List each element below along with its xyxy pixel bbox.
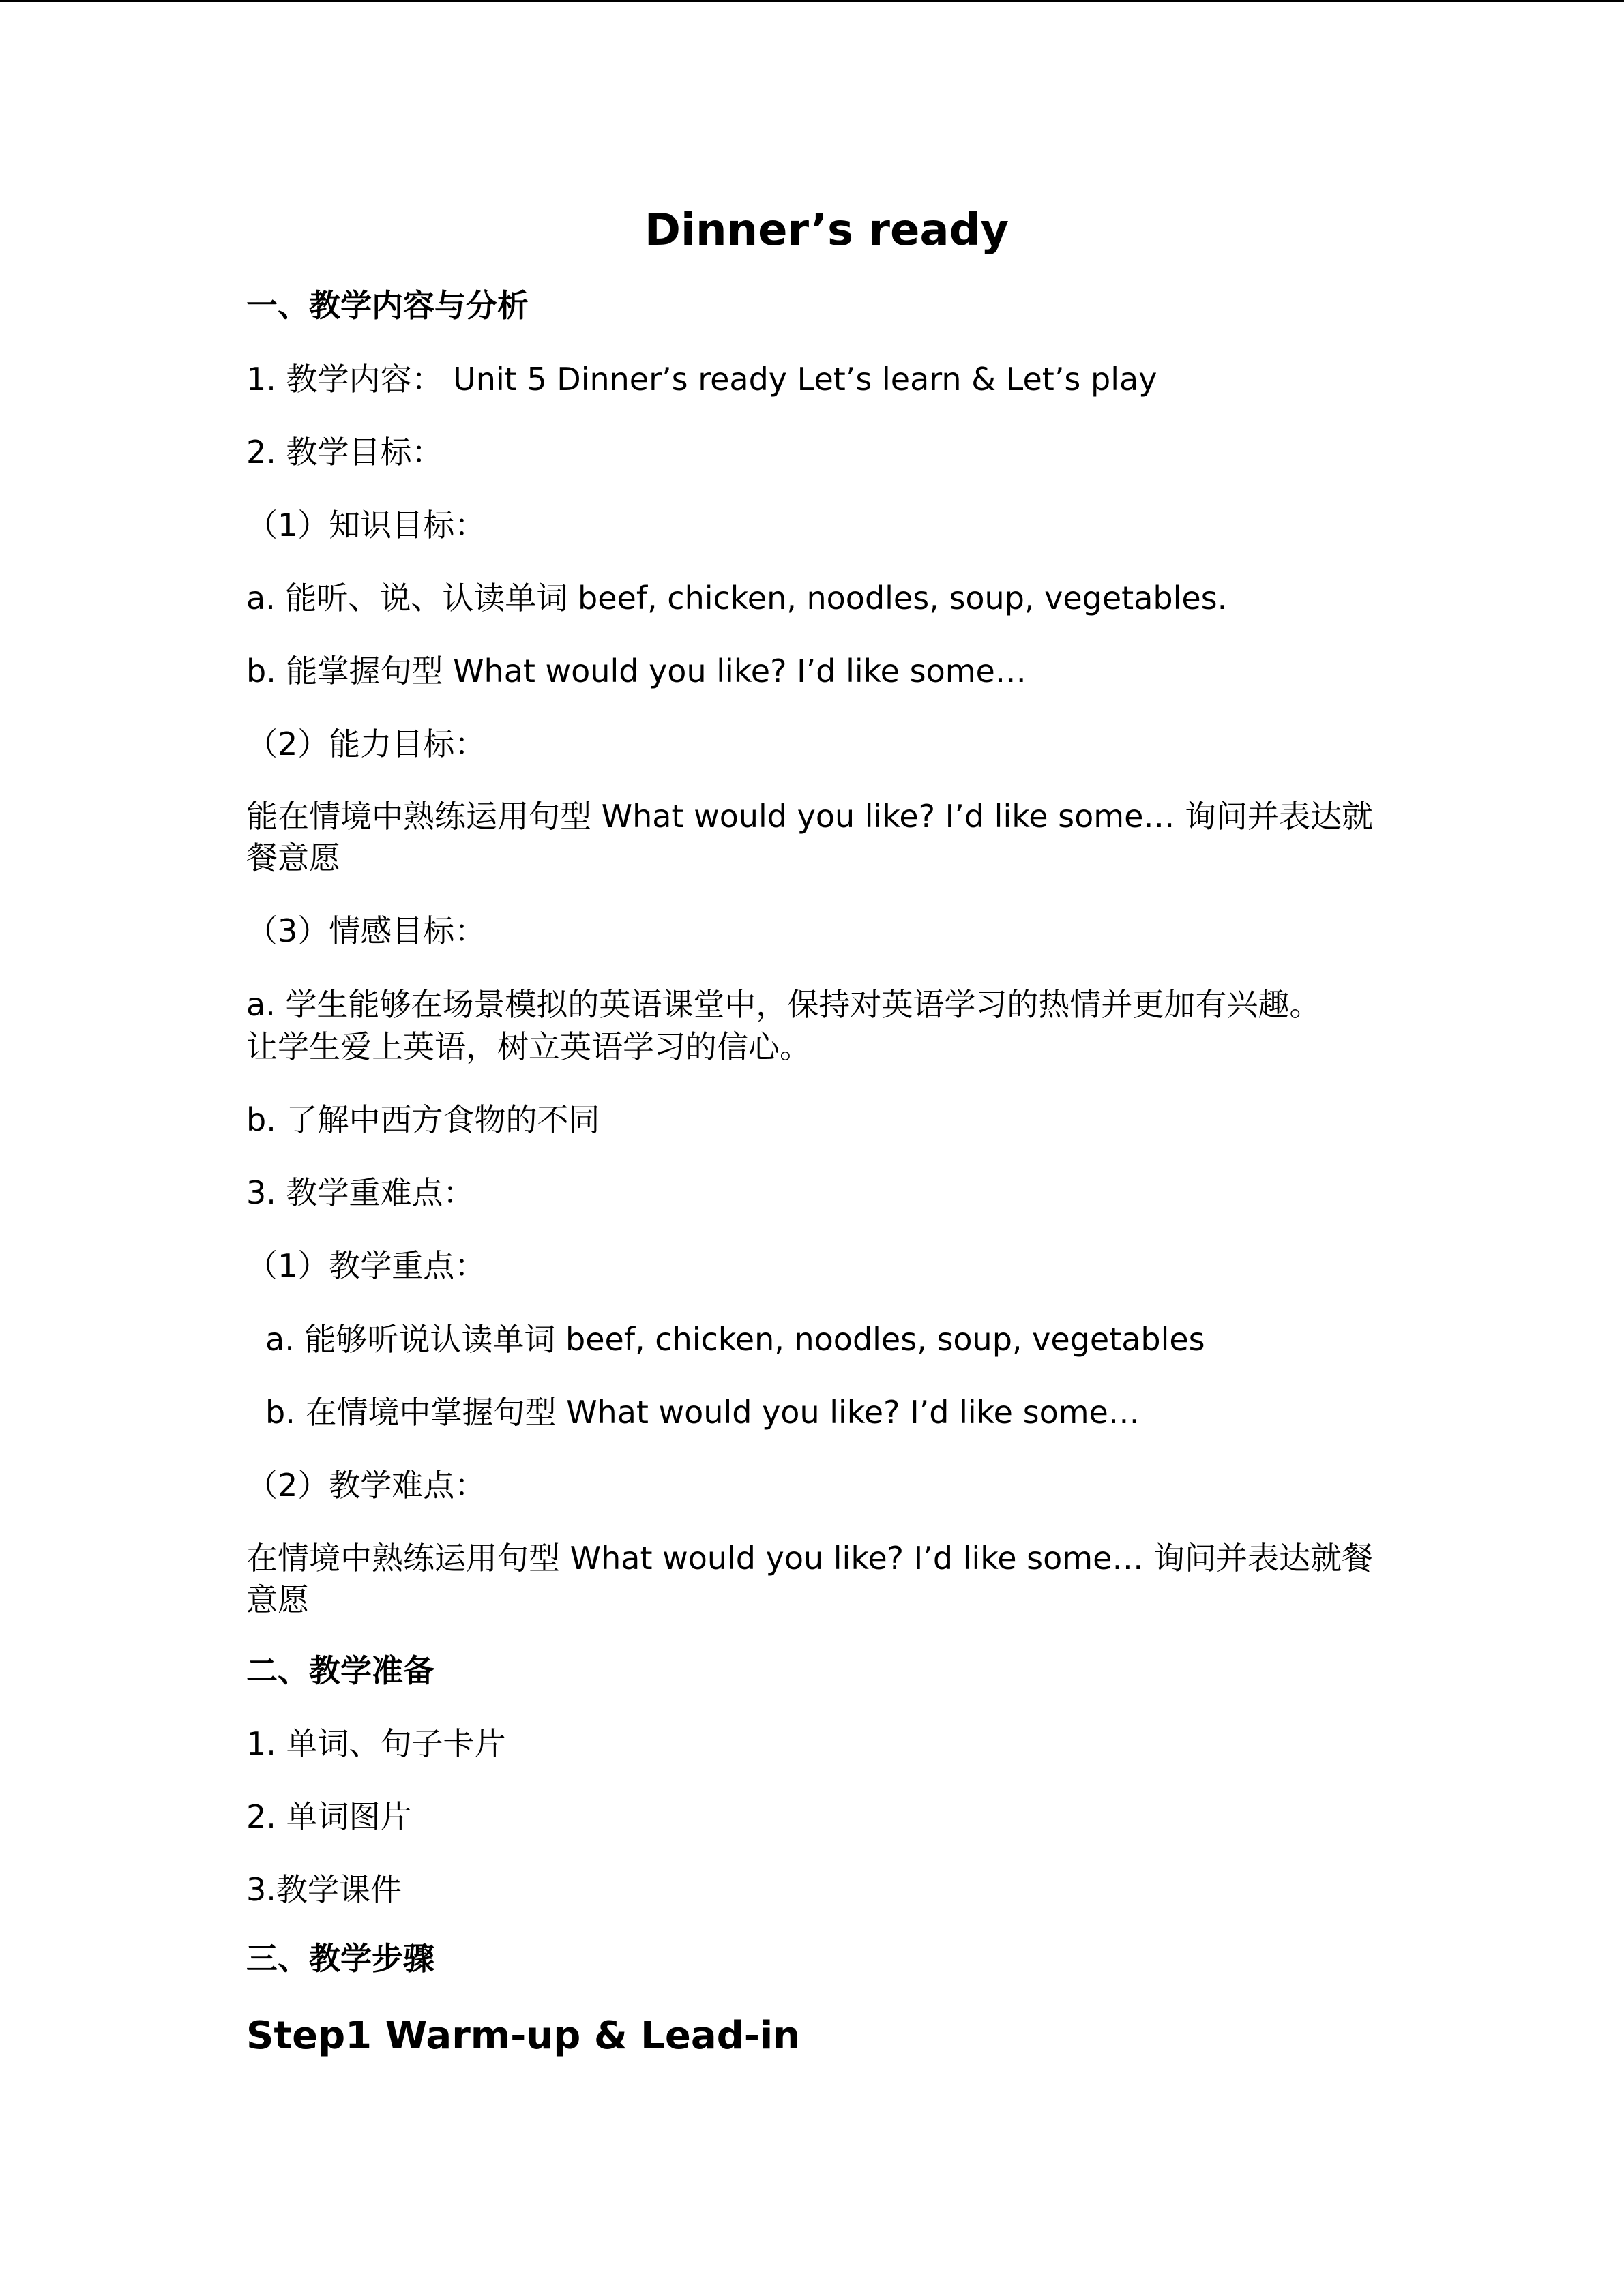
teaching-goals-heading: 2. 教学目标： [246,434,443,471]
section-heading-preparation: 二、教学准备 [246,1652,434,1689]
teaching-difficulty-text-line-2: 意愿 [246,1581,309,1618]
teaching-focus-b: b. 在情境中掌握句型 What would you like? I’d like some… [265,1394,1140,1431]
teaching-difficulty-text-line-1: 在情境中熟练运用句型 What would you like? I’d like some… 询问并表达就餐 [246,1540,1374,1577]
emotion-goal-a-line-2: 让学生爱上英语，树立英语学习的信心。 [246,1028,811,1065]
teaching-focus-a: a. 能够听说认读单词 beef, chicken, noodles, soup, vegetables [265,1321,1205,1358]
knowledge-goal-b: b. 能掌握句型 What would you like? I’d like some… [246,653,1027,689]
section-heading-steps: 三、教学步骤 [246,1940,434,1977]
emotion-goal-b: b. 了解中西方食物的不同 [246,1101,600,1138]
emotion-goal-a-line-1: a. 学生能够在场景模拟的英语课堂中，保持对英语学习的热情并更加有兴趣。 [246,986,1321,1023]
key-points-heading: 3. 教学重难点： [246,1174,475,1211]
section-heading-content-analysis: 一、教学内容与分析 [246,287,529,324]
document-title: Dinner’s ready [644,205,1009,256]
emotion-goals-heading: （3）情感目标： [246,912,486,949]
knowledge-goals-heading: （1）知识目标： [246,507,486,543]
ability-goal-text-line-1: 能在情境中熟练运用句型 What would you like? I’d like some… 询问并表达就 [246,798,1374,835]
teaching-content-line: 1. 教学内容： Unit 5 Dinner’s ready Let’s learn & Let’s play [246,361,1157,398]
preparation-item-2: 2. 单词图片 [246,1798,412,1835]
ability-goal-text-line-2: 餐意愿 [246,839,340,876]
step1-heading: Step1 Warm-up & Lead-in [246,2014,801,2058]
teaching-focus-heading: （1）教学重点： [246,1247,486,1284]
teaching-difficulty-heading: （2）教学难点： [246,1467,486,1504]
knowledge-goal-a: a. 能听、说、认读单词 beef, chicken, noodles, soup, vegetables. [246,580,1228,616]
preparation-item-1: 1. 单词、句子卡片 [246,1725,506,1762]
preparation-item-3: 3.教学课件 [246,1871,402,1908]
ability-goals-heading: （2）能力目标： [246,726,486,762]
